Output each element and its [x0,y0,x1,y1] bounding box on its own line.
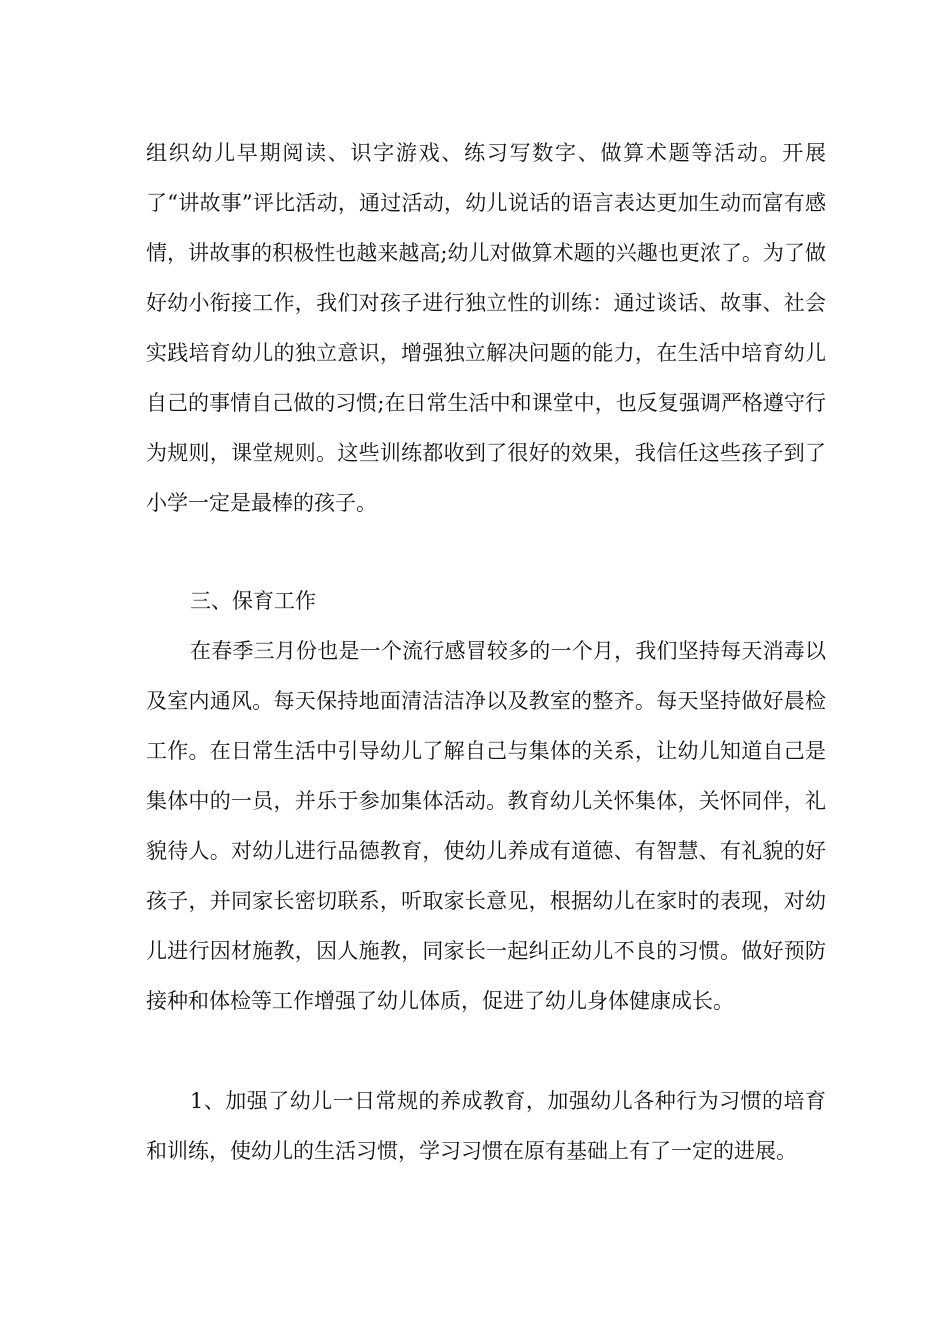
paragraph-early-reading: 组织幼儿早期阅读、识字游戏、练习写数字、做算术题等活动。开展了“讲故事”评比活动，通过活动，幼儿说话的语言表达更加生动而富有感情，讲故事的积极性也越来越高;幼儿对做算术题的兴趣也更浓了。为了做好幼小衔接工作，我们对孩子进行独立性的训练：通过谈话、故事、社会实践培育幼儿的独立意识，增强独立解决问题的能力，在生活中培育幼儿自己的事情自己做的习惯;在日常生活中和课堂中，也反复强调严格遵守行为规则，课堂规则。这些训练都收到了很好的效果，我信任这些孩子到了小学一定是最棒的孩子。 [146,141,826,515]
section-heading-care-work: 三、保育工作 [190,589,316,613]
paragraph-spring-care: 在春季三月份也是一个流行感冒较多的一个月，我们坚持每天消毒以及室内通风。每天保持地面清洁洁净以及教室的整齐。每天坚持做好晨检工作。在日常生活中引导幼儿了解自己与集体的关系，让幼儿知道自己是集体中的一员，并乐于参加集体活动。教育幼儿关怀集体，关怀同伴，礼貌待人。对幼儿进行品德教育，使幼儿养成有道德、有智慧、有礼貌的好孩子，并同家长密切联系，听取家长意见，根据幼儿在家时的表现，对幼儿进行因材施教，因人施教，同家长一起纠正幼儿不良的习惯。做好预防接种和体检等工作增强了幼儿体质，促进了幼儿身体健康成长。 [146,639,826,1013]
paragraph-routine-education: 1、加强了幼儿一日常规的养成教育，加强幼儿各种行为习惯的培育和训练，使幼儿的生活习惯，学习习惯在原有基础上有了一定的进展。 [146,1089,826,1163]
